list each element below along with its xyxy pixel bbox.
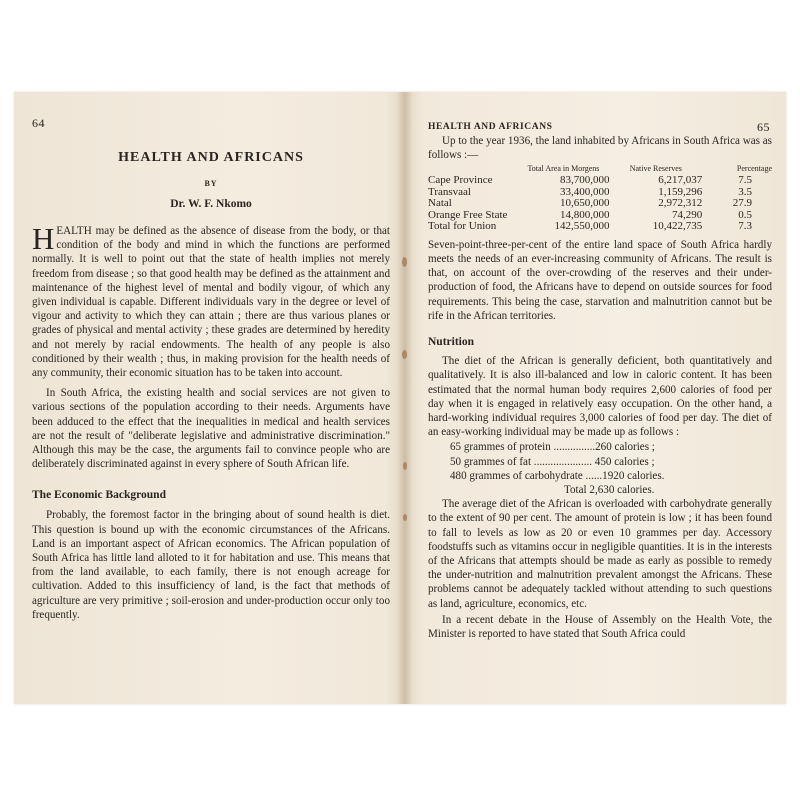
table-cell: Transvaal bbox=[428, 185, 471, 198]
left-page-body bbox=[32, 221, 390, 622]
right-page-body bbox=[428, 134, 772, 641]
table-cell: 142,550,000 bbox=[554, 220, 610, 233]
table-cell: 1,159,296 bbox=[658, 185, 703, 198]
table-header: Native Reserves bbox=[629, 164, 682, 174]
paragraph-land-share: Seven-point-three-per-cent of the entire land space of South Africa hardly meets the needs of an ever-increasing community of Africans. The result is that, on account of the over-crowding of the reserves and their under-production of food, the Africans have to depend on outside sources for food requirements. This being the case, starvation and malnutrition cannot but be rife in the African territories. bbox=[428, 238, 772, 322]
paragraph-nutrition-1: The diet of the African is generally deficient, both quantitatively and qualitatively. It is also ill-balanced and low in caloric content. It has been estimated that the normal human body requires 2,600 calories of food per day when it is engaged in relatively easy occupation. On the other hand, a hard-working individual requires 3,000 calories of food per day. The diet of an easy-working individual may be made up as follows : bbox=[428, 355, 772, 439]
left-page bbox=[14, 92, 400, 704]
table-cell: 10,650,000 bbox=[559, 197, 610, 210]
list-item: 65 grammes of protein ...............260 calories ; bbox=[450, 441, 655, 454]
table-cell: 0.5 bbox=[738, 208, 752, 221]
paragraph-nutrition-3: In a recent debate in the House of Assembly on the Health Vote, the Minister is reported to have stated that South Africa could bbox=[428, 613, 772, 640]
table-row bbox=[428, 198, 772, 210]
stain-mark bbox=[403, 514, 407, 521]
running-head: HEALTH AND AFRICANS bbox=[428, 122, 553, 132]
table-cell: Natal bbox=[428, 197, 452, 210]
table-intro: Up to the year 1936, the land inhabited by Africans in South Africa was as follows :— bbox=[428, 135, 772, 162]
book-spread bbox=[14, 92, 786, 704]
section-heading-nutrition: Nutrition bbox=[428, 336, 474, 349]
table-cell: 2,972,312 bbox=[658, 197, 703, 210]
intro-paragraph bbox=[32, 221, 390, 380]
table-cell: 10,422,735 bbox=[652, 220, 703, 233]
stain-mark bbox=[402, 350, 407, 359]
paragraph-economic: Probably, the foremost factor in the bringing about of sound health is diet. This question is bound up with the economic circumstances of the Africans. Land is an important aspect of African economics. The African population of South Africa has little land alloted to it for habitation and use. This means that from the land available, to each family, there is not enough acreage for cultivation. Added to this insufficiency of land, is the fact that methods of agriculture are very primitive ; soil-erosion and under-production occur only too frequently. bbox=[32, 509, 390, 621]
page-number-left: 64 bbox=[32, 116, 45, 130]
table-cell: Total for Union bbox=[428, 220, 497, 233]
diet-list bbox=[428, 440, 772, 497]
drop-cap: H bbox=[32, 221, 55, 256]
section-heading-economic: The Economic Background bbox=[32, 489, 166, 502]
table-cell: 27.9 bbox=[732, 197, 752, 210]
paragraph-nutrition-2: The average diet of the African is overloaded with carbohydrate generally to the extent of 90 per cent. The amount of protein is low ; it has been found to fall to levels as low as 20 or even 10 grammes per day. Accessory foodstuffs such as vitamins occur in negligible quantities. It is in the interests of the Africans that attempts should be made as early as possible to remedy the under-nutrition and malnutrition prevalent amongst the Africans. These problems cannot be adequately tackled without attending to such questions as land, agriculture, economics, etc. bbox=[428, 498, 772, 610]
diet-total: Total 2,630 calories. bbox=[564, 483, 655, 496]
table-cell: 14,800,000 bbox=[559, 208, 610, 221]
table-row bbox=[428, 175, 772, 187]
article-title: HEALTH AND AFRICANS bbox=[118, 150, 304, 165]
list-item: 480 grammes of carbohydrate ......1920 calories. bbox=[450, 469, 665, 482]
table-header: Percentage bbox=[736, 164, 772, 174]
land-table bbox=[428, 165, 772, 232]
table-cell: 33,400,000 bbox=[559, 185, 610, 198]
byline: BY bbox=[204, 179, 218, 188]
table-cell: Cape Province bbox=[428, 173, 493, 186]
table-cell: 3.5 bbox=[738, 185, 752, 198]
right-page bbox=[412, 92, 786, 704]
table-header: Total Area in Morgens bbox=[527, 164, 600, 174]
paragraph-health-services: In South Africa, the existing health and social services are not given to various sections of the population according to their needs. Arguments have been adduced to the effect that the inequalities in medical and health services are not the result of "deliberate legislative and administrative discrimination." Although this may be the case, the arguments fail to convince people who are deliberately discriminated against in every sphere of South African life. bbox=[32, 387, 390, 471]
intro-text: EALTH may be defined as the absence of disease from the body, or that condition of the body and mind in which the functions are performed normally. It is well to point out that the state of health implies not merely freedom from disease ; so that good health may be defined as the attainment and maintenance of the highest level of mental and bodily vigour, of which any given individual is capable. Different individuals vary in the degree or level of vigour and activity to which they can attain ; there are thus various planes or grades of physical and mental activity ; these grades are determined by heredity and not merely by racial endowments. The health of any people is also conditioned by their wealth ; thus, in making provision for the health needs of any community, their economic situation has to be taken into account. bbox=[32, 225, 390, 380]
table-row bbox=[428, 221, 772, 233]
page-number-right: 65 bbox=[757, 120, 770, 134]
table-cell: 7.3 bbox=[738, 220, 752, 233]
table-cell: 83,700,000 bbox=[559, 173, 610, 186]
list-item: 50 grammes of fat ..................... 450 calories ; bbox=[450, 455, 655, 468]
stain-mark bbox=[402, 257, 407, 267]
table-cell: 74,290 bbox=[671, 208, 703, 221]
table-cell: Orange Free State bbox=[428, 208, 508, 221]
stain-mark bbox=[403, 462, 407, 470]
author-name: Dr. W. F. Nkomo bbox=[170, 198, 252, 210]
table-cell: 6,217,037 bbox=[658, 173, 703, 186]
table-cell: 7.5 bbox=[738, 173, 752, 186]
